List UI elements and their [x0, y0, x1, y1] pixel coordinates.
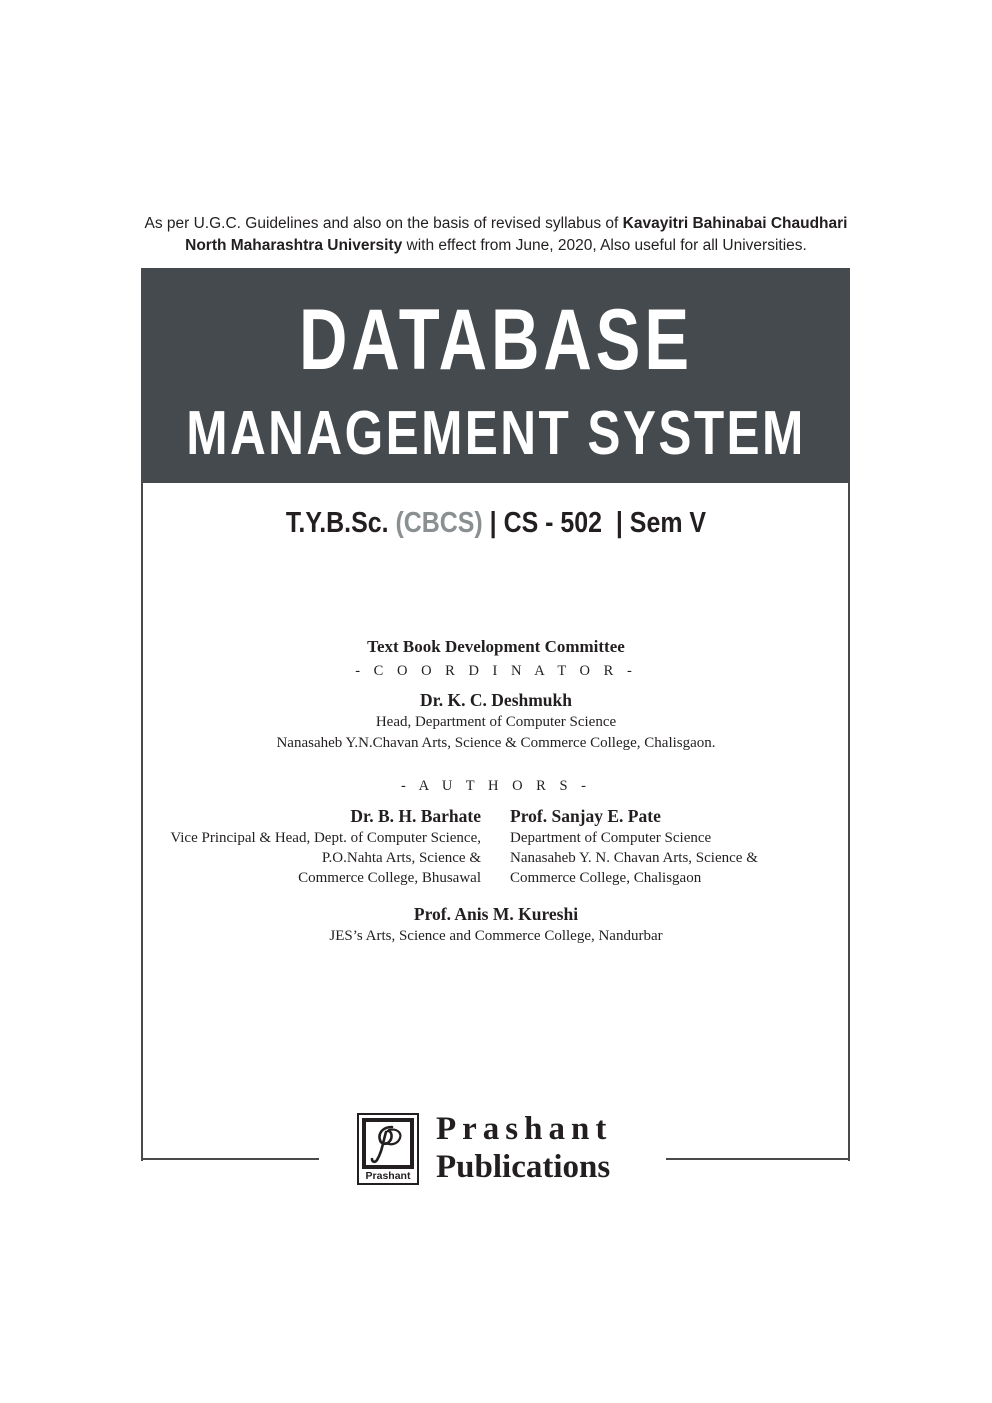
- publisher-logo: [357, 1113, 419, 1185]
- book-title-line-1: DATABASE: [299, 292, 693, 388]
- coordinator-department: Head, Department of Computer Science: [375, 714, 617, 730]
- author-right-name: Prof. Sanjay E. Pate: [510, 806, 661, 826]
- publisher-name-line-2: Publications: [436, 1149, 611, 1185]
- coordinator-label: - C O O R D I N A T O R -: [355, 663, 637, 679]
- author-center-name: Prof. Anis M. Kureshi: [413, 904, 579, 924]
- course-info: [69, 503, 922, 543]
- coordinator-name: Dr. K. C. Deshmukh: [419, 690, 573, 710]
- course-class: T.Y.B.Sc.: [285, 507, 389, 539]
- syllabus-note-line-1: [100, 213, 892, 235]
- course-separator-2: |: [615, 507, 623, 539]
- publisher-p-icon: [362, 1118, 414, 1169]
- frame-bottom-right-border: [666, 1158, 850, 1160]
- note-line1-prefix: As per U.G.C. Guidelines and also on the basis of revised syllabus of: [144, 215, 623, 232]
- course-code: CS - 502: [503, 507, 603, 539]
- author-left-line-3: Commerce College, Bhusawal: [298, 870, 481, 886]
- note-line2-suffix: with effect from June, 2020, Also useful for all Universities.: [402, 237, 807, 254]
- author-left-line-1: Vice Principal & Head, Dept. of Computer Science,: [170, 830, 481, 846]
- course-semester: Sem V: [629, 507, 707, 539]
- syllabus-note-line-2: [100, 235, 892, 257]
- author-right-line-1: Department of Computer Science: [510, 830, 712, 846]
- university-name-part-1: Kavayitri Bahinabai Chaudhari: [622, 215, 848, 232]
- author-left-name: Dr. B. H. Barhate: [350, 806, 481, 826]
- authors-label: - A U T H O R S -: [400, 778, 591, 794]
- publisher-name-line-1: Prashant: [436, 1111, 613, 1147]
- publisher-logo-mark: [362, 1118, 414, 1169]
- author-left-line-2: P.O.Nahta Arts, Science &: [321, 850, 481, 866]
- frame-bottom-left-border: [141, 1158, 319, 1160]
- coordinator-college: Nanasaheb Y.N.Chavan Arts, Science & Commerce College, Chalisgaon.: [276, 735, 716, 751]
- course-separator-1: |: [489, 507, 497, 539]
- syllabus-note: [100, 213, 892, 257]
- author-center-line-1: JES’s Arts, Science and Commerce College, Nandurbar: [329, 928, 663, 944]
- course-pattern: (CBCS): [395, 507, 483, 539]
- university-name-part-2: North Maharashtra University: [185, 237, 403, 254]
- publisher-logo-text: Prashant: [365, 1170, 411, 1182]
- committee-heading: Text Book Development Committee: [367, 637, 625, 656]
- author-right-line-3: Commerce College, Chalisgaon: [510, 870, 702, 886]
- author-right-line-2: Nanasaheb Y. N. Chavan Arts, Science &: [510, 850, 758, 866]
- book-title-line-2: MANAGEMENT SYSTEM: [186, 399, 806, 468]
